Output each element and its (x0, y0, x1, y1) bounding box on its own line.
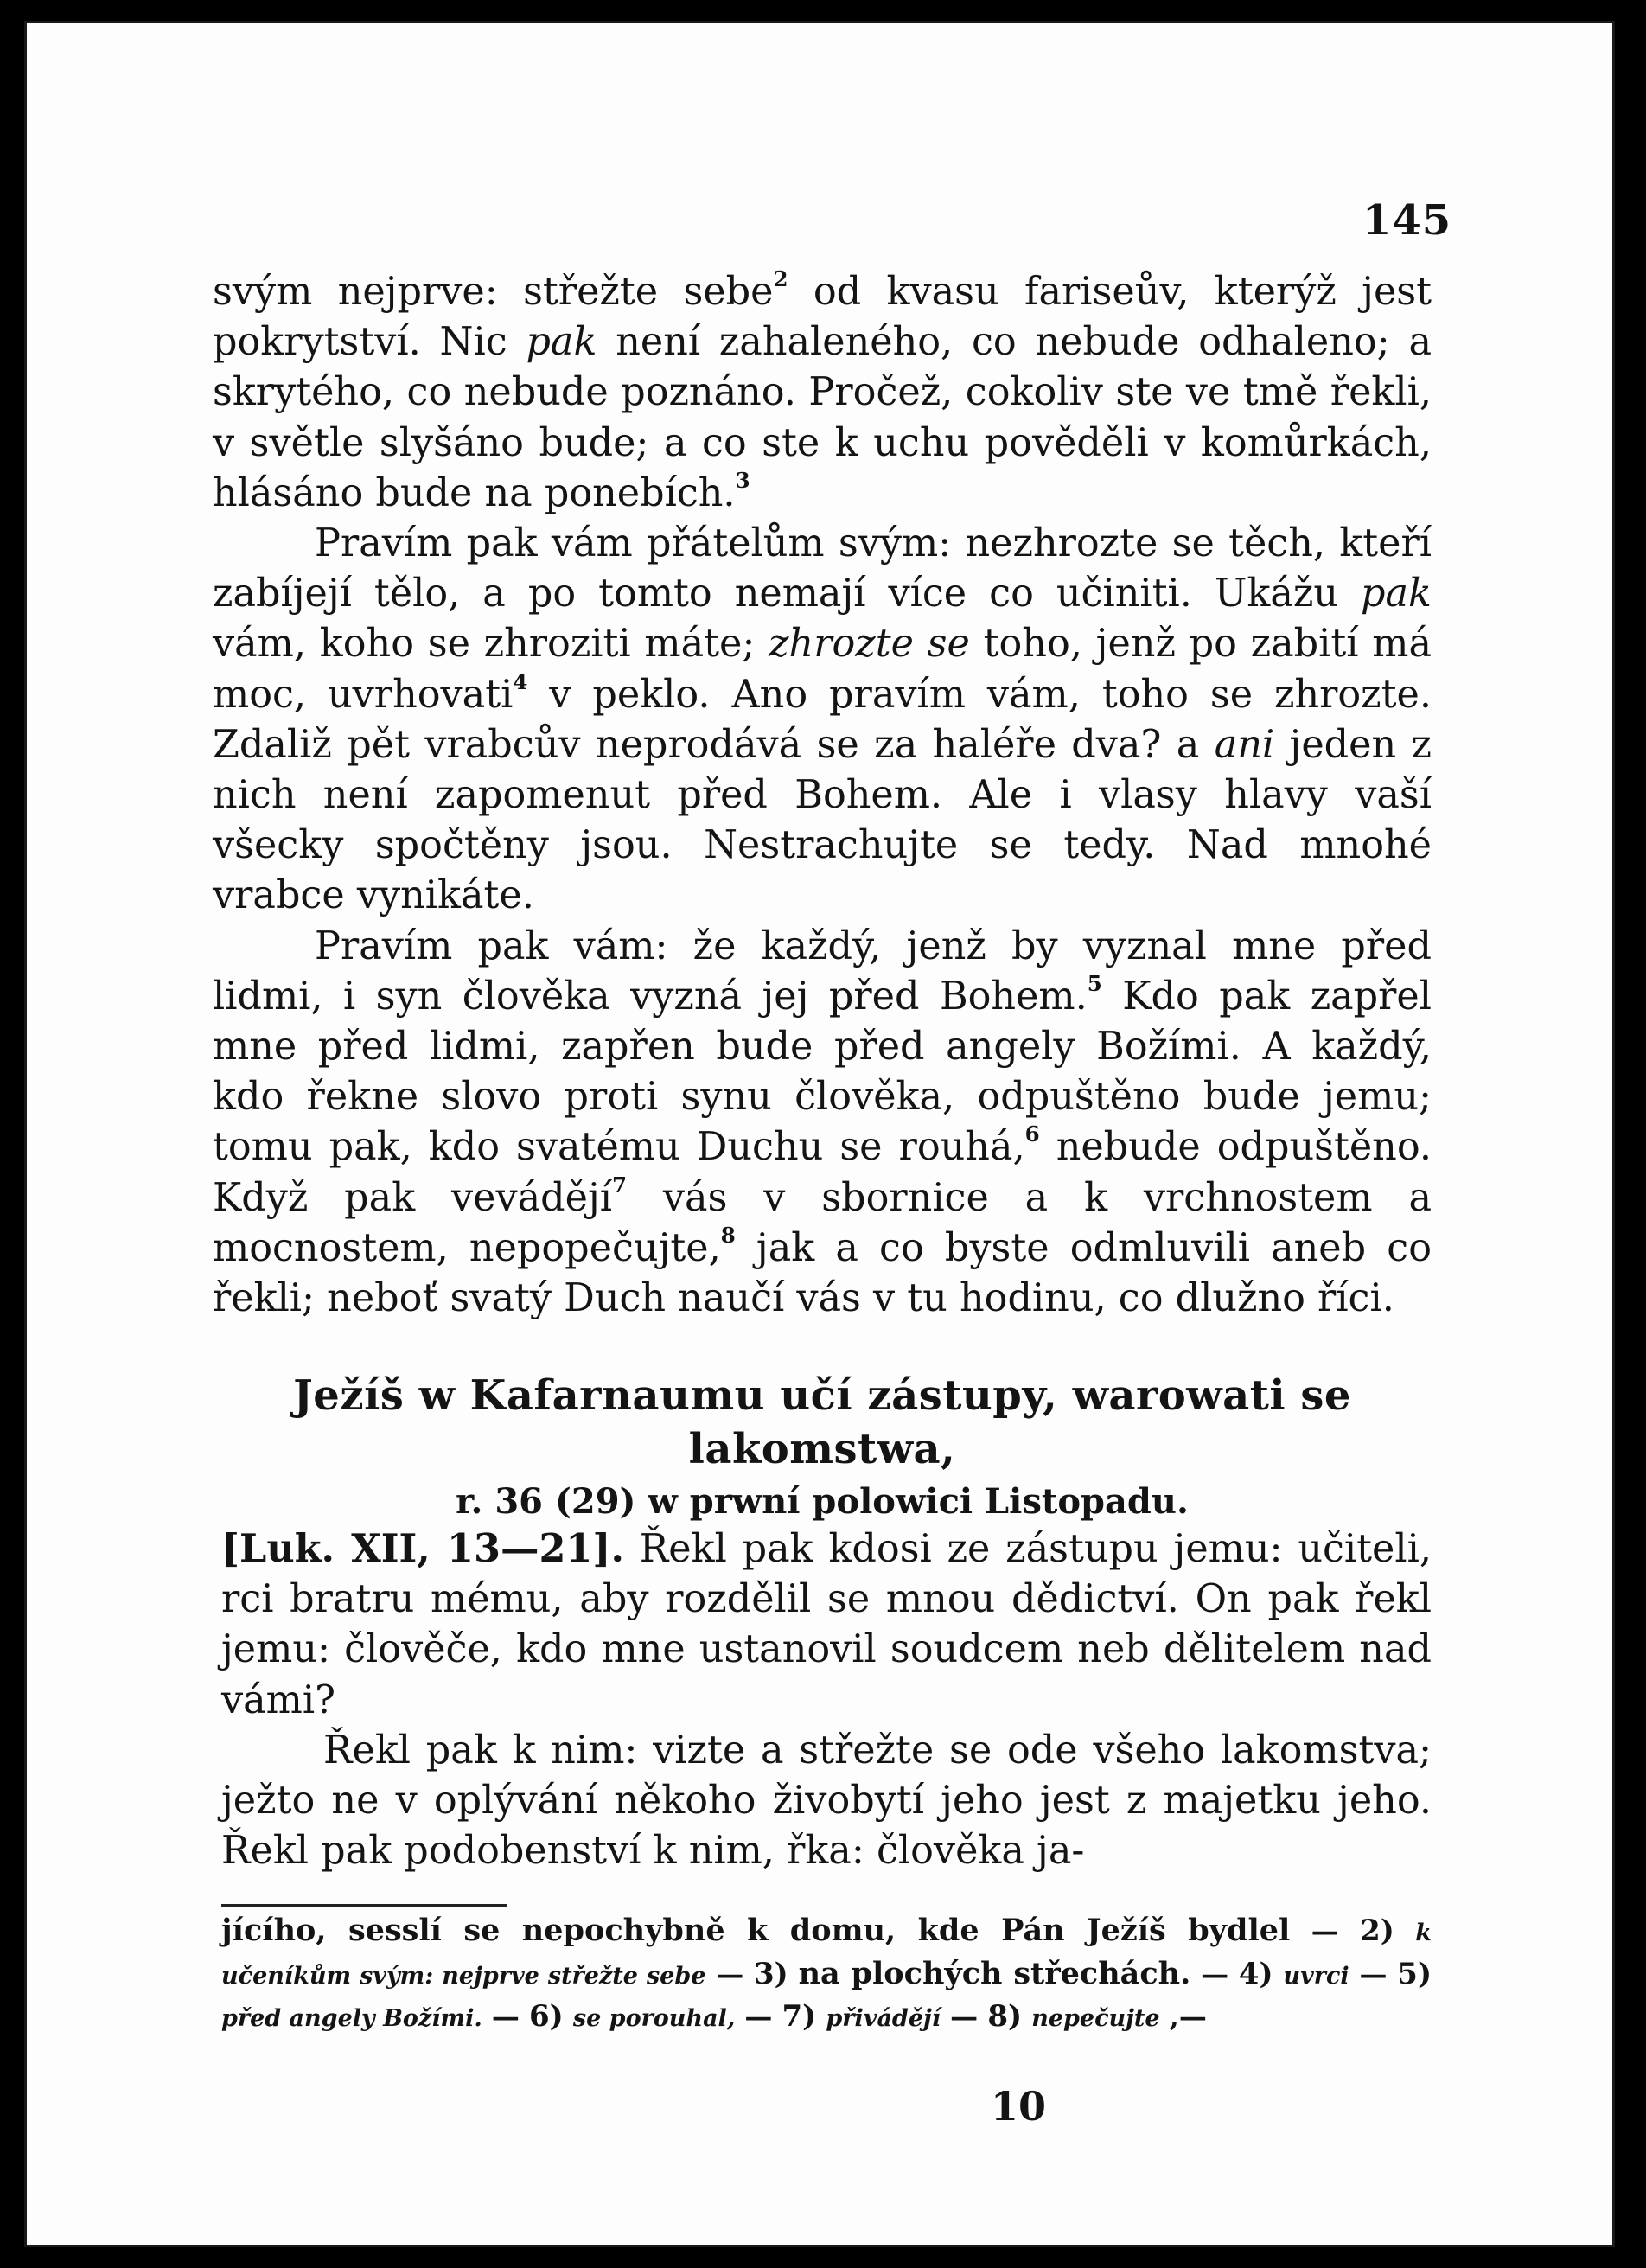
paragraph-1: svým nejprve: střežte sebe$^2$ od kvasu fariseův, kterýž jest pokrytství. Nic pak není zahaleného, co nebude odhaleno; a skrytého, co nebude poznáno. Pročež, cokoliv ste ve tmě řekli, v světle slyšáno bude; a co ste k uchu pověděli v komůrkách, hlásáno bude na ponebích.$^3$ (213, 266, 1432, 515)
italic-word: ani (1214, 722, 1275, 767)
italic-word: pak (1361, 572, 1432, 617)
footnote-3: 3) (754, 1957, 788, 1991)
main-text (213, 267, 1432, 1324)
section-heading (213, 1369, 1432, 1528)
footnote-ref-6[interactable]: 6 (1024, 1121, 1040, 1147)
section-text (221, 1524, 1432, 1876)
signature-mark: 10 (991, 2083, 1047, 2130)
book-page (24, 21, 1615, 2247)
footnote-5: 5) (1397, 1957, 1432, 1991)
footnote-ref-8[interactable]: 8 (720, 1223, 736, 1249)
footnote-7: 7) (782, 1999, 817, 2034)
footnote-divider (221, 1904, 507, 1907)
footnote-ref-3[interactable]: 3 (735, 468, 750, 494)
scripture-reference: [Luk. XII, 13—21]. (221, 1526, 624, 1571)
footnotes: jícího, sesslí se nepochybně k domu, kde Pán Ježíš bydlel — 2) k učeníkům svým: nejprve střežte sebe — 3) na plochých střechách. — 4) uvrci — 5) před angely Božími. — 6) se porouhal, — 7) přivádějí — 8) nepečujte ,— (221, 1913, 1432, 2034)
footnote-8: 8) (987, 1999, 1023, 2034)
footnote-ref-5[interactable]: 5 (1087, 971, 1102, 997)
paragraph-4: [Luk. XII, 13—21]. Řekl pak kdosi ze zástupu jemu: učiteli, rci bratru mému, aby rozdělil se mnou dědictví. On pak řekl jemu: člověče, kdo mne ustanovil soudcem neb dělitelem nad vámi? (221, 1526, 1432, 1722)
footnote-ref-2[interactable]: 2 (773, 266, 788, 292)
section-title: Ježíš w Kafarnaumu učí zástupy, warowati se lakomstwa, (293, 1371, 1351, 1473)
footnote-4: 4) (1238, 1957, 1273, 1991)
italic-word: pak (526, 320, 597, 365)
paragraph-3: Pravím pak vám: že každý, jenž by vyznal mne před lidmi, i syn člověka vyzná jej před Bohem.$^5$ Kdo pak zapřel mne před lidmi, zapřen bude před angely Božími. A každý, kdo řekne slovo proti synu člověka, odpuštěno bude jemu; tomu pak, kdo svatému Duchu se rouhá,$^6$ nebude odpuštěno. Když pak vevádějí$^7$ vás v sbornice a k vrchnostem a mocnostem, nepopečujte,$^8$ jak a co byste odmluvili aneb co řekli; neboť svatý Duch naučí vás v tu hodinu, co dlužno říci. (213, 923, 1432, 1321)
section-date: r. 36 (29) w prwní polowici Listopadu. (456, 1481, 1189, 1522)
page-number: 145 (1362, 196, 1452, 245)
italic-phrase: zhrozte se (769, 622, 970, 667)
footnote-2: 2) (1360, 1913, 1394, 1948)
footnote-6: 6) (529, 1999, 564, 2034)
paragraph-5: Řekl pak k nim: vizte a střežte se ode všeho lakomstva; ježto ne v oplývání někoho živobytí jeho jest z majetku jeho. Řekl pak podobenství k nim, řka: člověka ja- (221, 1728, 1432, 1874)
footnote-ref-7[interactable]: 7 (612, 1172, 628, 1198)
footnote-ref-4[interactable]: 4 (513, 668, 528, 694)
paragraph-2: Pravím pak vám přátelům svým: nezhrozte se těch, kteří zabíjejí tělo, a po tomto nemají více co učiniti. Ukážu pak vám, koho se zhroziti máte; zhrozte se toho, jenž po zabití má moc, uvrhovati$^4$ v peklo. Ano pravím vám, toho se zhrozte. Zdaliž pět vrabcův neprodává se za haléře dva? a ani jeden z nich není zapomenut před Bohem. Ale i vlasy hlavy vaší všecky spočtěny jsou. Nestrachujte se tedy. Nad mnohé vrabce vynikáte. (213, 521, 1432, 918)
